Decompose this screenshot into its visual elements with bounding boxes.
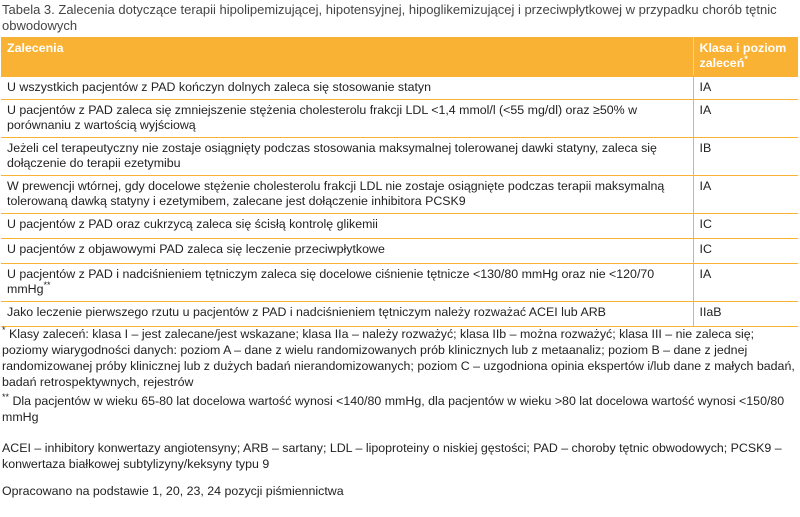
header-recommendations-label: Zalecenia xyxy=(7,41,64,55)
footnote-text: Klasy zaleceń: klasa I – jest zalecane/jest wskazane; klasa IIa – należy rozważyć; klasa IIb – można rozważyć; klasa III – nie zaleca się; poziomy wiarygodności danych: poziom A – dane z wielu randomizowanych prób klinicznych lub z metaanaliz; poziom B – dane z jednej randomizowanej próby klinicznej lub z dużych badań nierandomizowanych; poziom C – uzgodniona opinia ekspertów i/lub dane z małych badań, badań retrospektywnych, rejestrów xyxy=(2,327,795,389)
table-header-row xyxy=(1,37,798,76)
class-cell: IA xyxy=(693,175,798,213)
class-cell: IC xyxy=(693,213,798,238)
recommendation-cell: Jeżeli cel terapeutyczny nie zostaje osiągnięty podczas stosowania maksymalnej tolerowanej dawki statyny, zaleca się dołączenie do terapii ezetymibu xyxy=(1,137,693,175)
header-recommendations xyxy=(1,37,693,76)
footnote-blood-pressure xyxy=(2,393,796,425)
table-row xyxy=(1,238,798,263)
table-row xyxy=(1,76,798,99)
source-note: Opracowano na podstawie 1, 20, 23, 24 pozycji piśmiennictwa xyxy=(2,484,344,498)
abbreviations: ACEI – inhibitory konwertazy angiotensyny; ARB – sartany; LDL – lipoproteiny o niskiej gęstości; PAD – choroby tętnic obwodowych; PCSK9 – konwertaza białkowej subtylizyny/keksyny typu 9 xyxy=(2,441,782,471)
table-row xyxy=(1,263,798,301)
table-row xyxy=(1,175,798,213)
recommendation-text: U pacjentów z PAD i nadciśnieniem tętniczym zaleca się docelowe ciśnienie tętnicze <130/80 mmHg oraz nie <120/70 mmHg xyxy=(7,266,655,296)
footnote-classes xyxy=(2,326,796,390)
table-row xyxy=(1,99,798,137)
recommendation-cell: U pacjentów z PAD zaleca się zmniejszenie stężenia cholesterolu frakcji LDL <1,4 mmol/l (<55 mg/dl) oraz ≥50% w porównaniu z wartością wyjściową xyxy=(1,99,693,137)
header-class-level xyxy=(693,37,798,76)
recommendation-cell: W prewencji wtórnej, gdy docelowe stężenie cholesterolu frakcji LDL nie zostaje osiągnięte podczas terapii maksymalną tolerowaną dawką statyny i ezetymibem, zalecane jest dołączenie inhibitora PCSK9 xyxy=(1,175,693,213)
footnote-mark: * xyxy=(2,324,6,335)
table-row xyxy=(1,213,798,238)
recommendations-table xyxy=(1,37,798,327)
header-class-label: Klasa i poziom zaleceń xyxy=(699,41,787,70)
class-cell: IIaB xyxy=(693,301,798,326)
class-cell: IB xyxy=(693,137,798,175)
recommendation-cell: U pacjentów z PAD oraz cukrzycą zaleca się ścisłą kontrolę glikemii xyxy=(1,213,693,238)
class-cell: IA xyxy=(693,99,798,137)
table-row xyxy=(1,301,798,326)
header-class-mark: * xyxy=(744,53,748,64)
table-row xyxy=(1,137,798,175)
footnote-text: Dla pacjentów w wieku 65-80 lat docelowa wartość wynosi <140/80 mmHg, dla pacjentów w wieku >80 lat docelowa wartość wynosi <150/80 mmHg xyxy=(2,394,785,424)
class-cell: IC xyxy=(693,238,798,263)
recommendation-cell xyxy=(1,263,693,301)
class-cell: IA xyxy=(693,263,798,301)
recommendation-cell: Jako leczenie pierwszego rzutu u pacjentów z PAD i nadciśnieniem tętniczym należy rozważać ACEI lub ARB xyxy=(1,301,693,326)
recommendation-cell: U pacjentów z objawowymi PAD zaleca się leczenie przeciwpłytkowe xyxy=(1,238,693,263)
footnote-mark: ** xyxy=(43,279,51,290)
class-cell: IA xyxy=(693,76,798,99)
table-caption: Tabela 3. Zalecenia dotyczące terapii hipolipemizującej, hipotensyjnej, hipoglikemizującej i przeciwpłytkowej w przypadku chorób tętnic obwodowych xyxy=(2,2,777,33)
recommendation-cell: U wszystkich pacjentów z PAD kończyn dolnych zaleca się stosowanie statyn xyxy=(1,76,693,99)
footnote-mark: ** xyxy=(2,391,10,402)
